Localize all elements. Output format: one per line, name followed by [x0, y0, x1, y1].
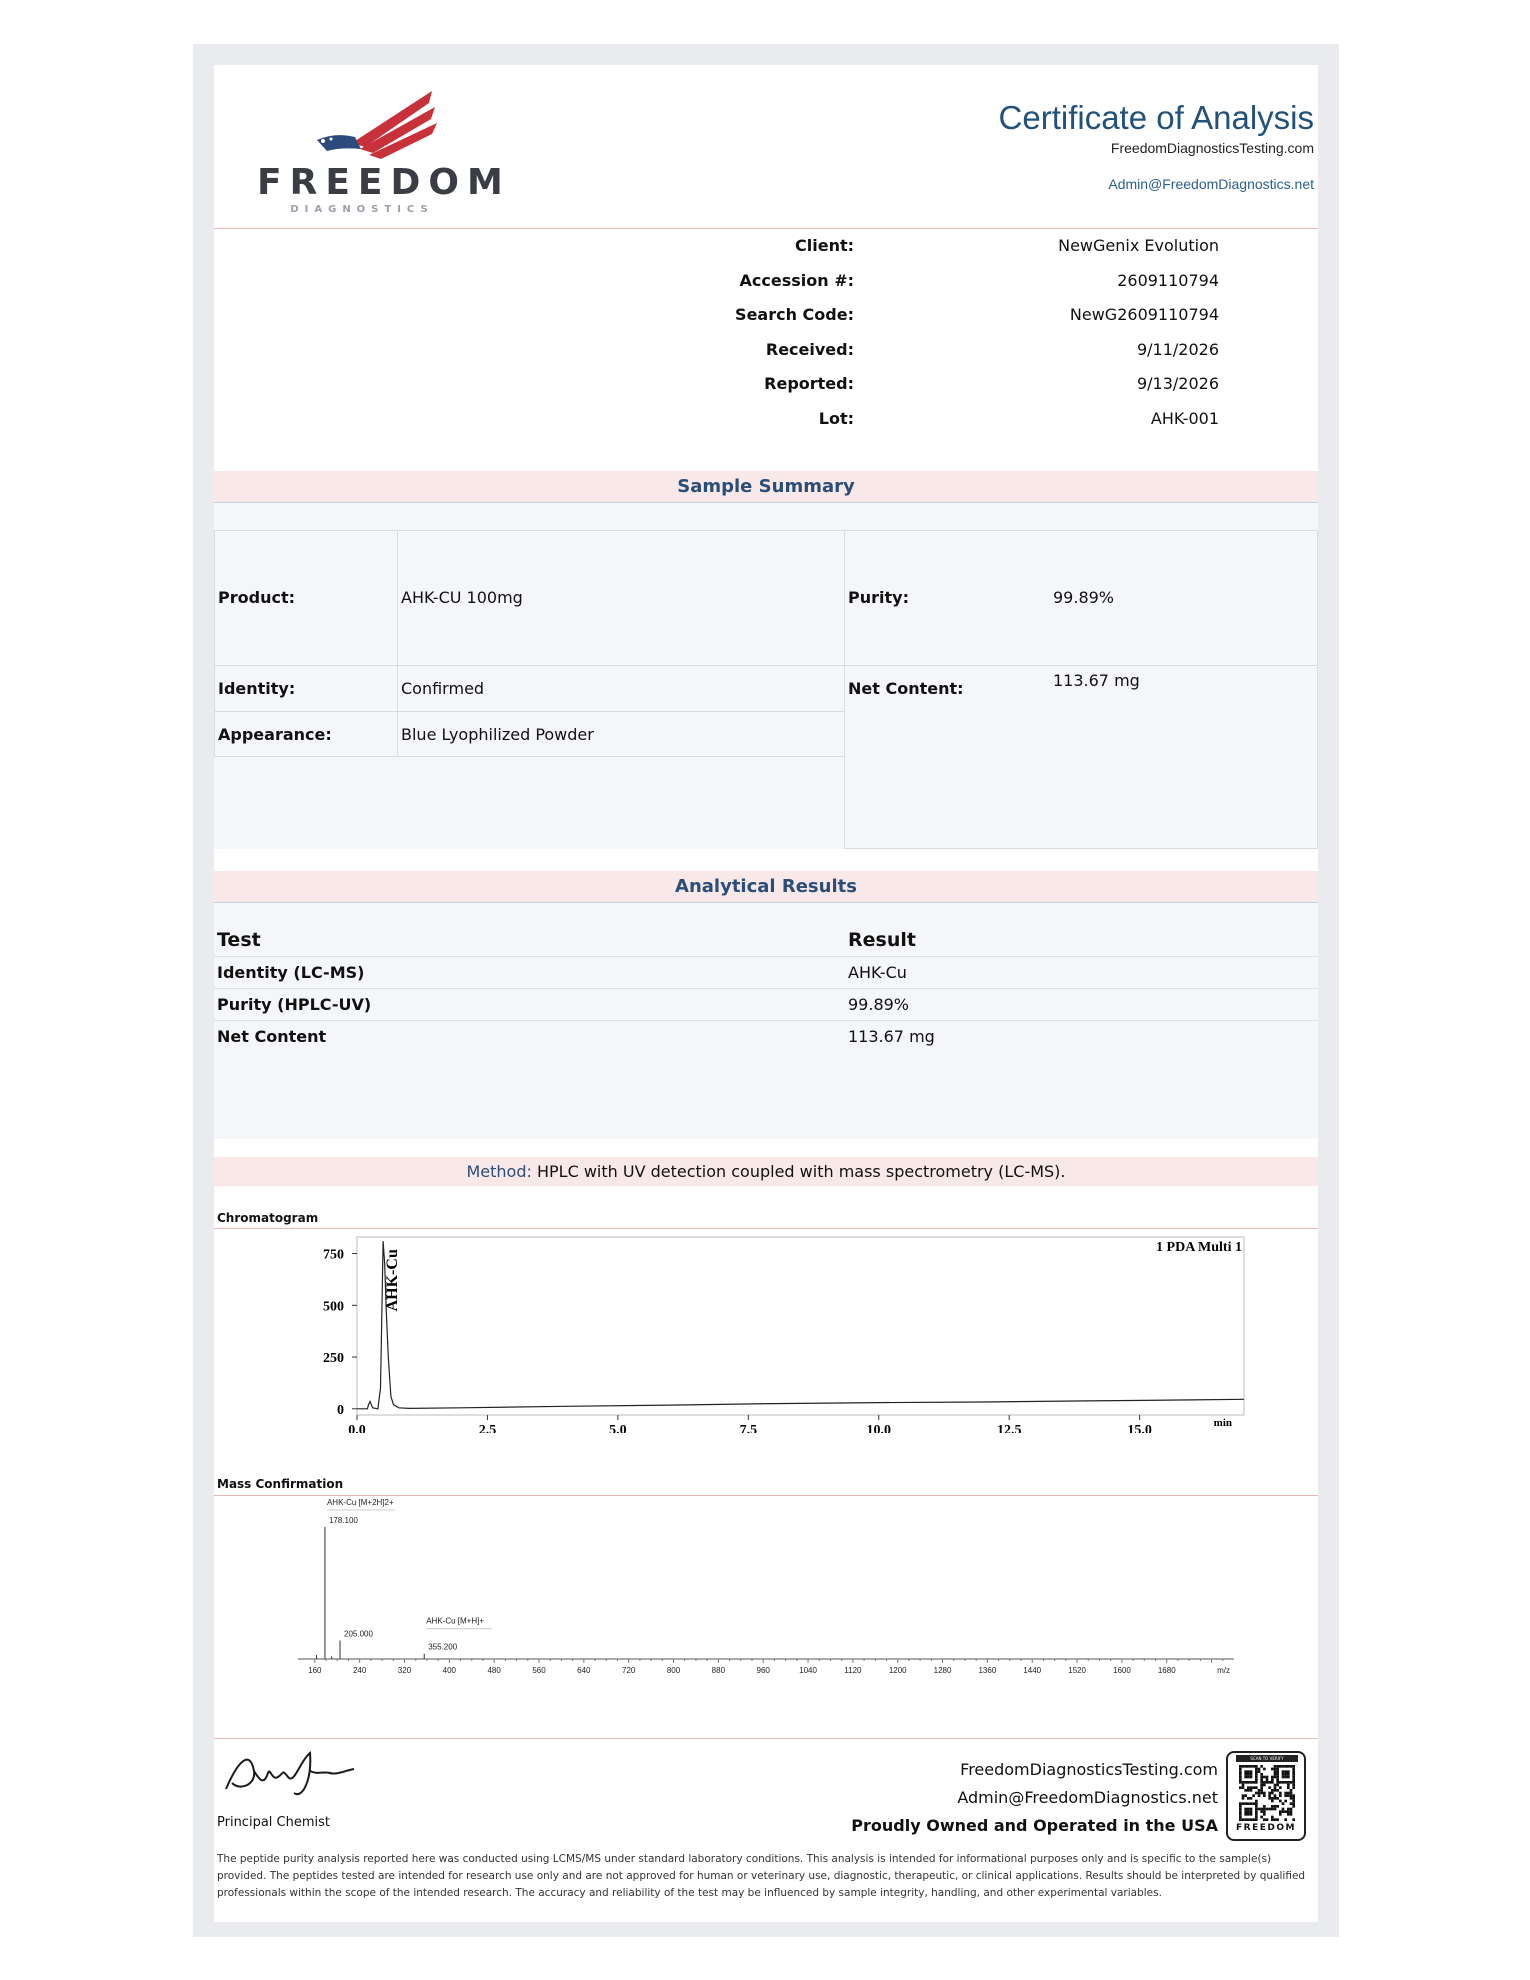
ms-peak-label: 178.100 [328, 1516, 358, 1525]
meta-value-received: 9/11/2026 [1136, 340, 1219, 359]
purity-value: 99.89% [1053, 588, 1115, 607]
x-tick-label: 720 [622, 1666, 636, 1675]
y-tick-label: 500 [323, 1299, 344, 1315]
x-tick-label: 1360 [978, 1666, 997, 1675]
product-label: Product: [218, 588, 295, 607]
disclaimer-text: The peptide purity analysis reported here was conducted using LCMS/MS under standard laboratory conditions. This analysis is intended for informational purposes only and is specific to the sample(s) provided. The peptides tested are intended for research use only and are not approved for human or veterinary use, diagnostic, therapeutic, or clinical applications. Results should be interpreted by qualified professionals within the scope of the intended research. The accuracy and reliability of the test may be influenced by sample integrity, handling, and other experimental variables. [217, 1853, 1306, 1899]
x-tick-label: 5.0 [609, 1423, 627, 1433]
y-tick-label: 750 [323, 1247, 344, 1263]
mass-spectrum-chart [214, 1497, 1318, 1697]
x-tick-label: 320 [397, 1666, 412, 1675]
meta-label-accession: Accession #: [739, 271, 854, 290]
meta-value-search-code: NewG2609110794 [1069, 305, 1219, 324]
identity-label: Identity: [218, 679, 296, 698]
freedom-logo [257, 77, 511, 215]
footer-divider [214, 1738, 1318, 1739]
meta-label-lot: Lot: [818, 409, 854, 428]
x-tick-label: 960 [756, 1666, 770, 1675]
analytical-results-title: Analytical Results [675, 876, 857, 897]
x-axis-label: min [1213, 1417, 1232, 1429]
header-website: FreedomDiagnosticsTesting.com [1110, 140, 1314, 156]
x-tick-label: 480 [487, 1666, 501, 1675]
eagle-flag-icon [257, 77, 467, 167]
header-divider [214, 228, 1318, 229]
x-tick-label: 400 [442, 1666, 457, 1675]
ms-peak-annotation: AHK-Cu [M+2H]2+ [326, 1498, 394, 1507]
method-text: HPLC with UV detection coupled with mass spectrometry (LC-MS). [536, 1162, 1066, 1181]
y-tick-label: 250 [323, 1351, 344, 1367]
appearance-value: Blue Lyophilized Powder [401, 725, 594, 744]
mass-confirmation-title: Mass Confirmation [217, 1477, 344, 1491]
x-tick-label: 1440 [1023, 1666, 1042, 1675]
results-row-divider [214, 988, 1318, 989]
x-tick-label: 1280 [933, 1666, 952, 1675]
x-axis-label: m/z [1217, 1666, 1230, 1675]
meta-value-client: NewGenix Evolution [1058, 236, 1219, 255]
ms-peak-annotation: AHK-Cu [M+H]+ [426, 1616, 485, 1626]
sample-summary-band [214, 471, 1318, 503]
identity-value: Confirmed [401, 679, 485, 698]
y-tick-label: 0 [337, 1402, 344, 1418]
qr-code-icon [1239, 1765, 1295, 1821]
x-tick-label: 1520 [1068, 1666, 1086, 1675]
footer-website: FreedomDiagnosticsTesting.com [960, 1760, 1218, 1779]
meta-label-search-code: Search Code: [735, 305, 854, 324]
signer-title: Principal Chemist [217, 1815, 330, 1830]
results-row-divider [214, 1020, 1318, 1021]
x-tick-label: 10.0 [866, 1423, 892, 1433]
footer-tagline: Proudly Owned and Operated in the USA [851, 1816, 1218, 1835]
qr-brand-label: FREEDOM [1236, 1823, 1296, 1833]
ms-peak-label: 205.000 [344, 1629, 373, 1639]
logo-sub: DIAGNOSTICS [290, 204, 434, 215]
ms-peak-label: 355.200 [428, 1642, 458, 1652]
results-header-divider [214, 956, 1318, 957]
meta-label-reported: Reported: [764, 374, 854, 393]
method-label: Method: [466, 1162, 532, 1181]
method-bar [214, 1157, 1318, 1186]
x-tick-label: 1120 [844, 1666, 862, 1675]
result-row-test: Net Content [217, 1027, 327, 1046]
result-row-value: 99.89% [848, 995, 910, 1014]
col-result-header: Result [848, 929, 916, 951]
x-tick-label: 160 [308, 1666, 322, 1675]
peak-label: AHK-Cu [384, 1249, 402, 1312]
meta-value-accession: 2609110794 [1117, 271, 1219, 290]
plot-frame [357, 1237, 1244, 1415]
product-value: AHK-CU 100mg [401, 588, 523, 607]
certificate-page [214, 65, 1318, 1922]
sample-summary-panel [214, 503, 1318, 849]
x-tick-label: 800 [666, 1666, 681, 1675]
mass-divider [214, 1495, 1318, 1496]
net-content-value: 113.67 mg [1053, 671, 1140, 690]
qr-badge [1226, 1751, 1306, 1841]
legend-label: 1 PDA Multi 1 [1156, 1240, 1242, 1255]
header-email: Admin@FreedomDiagnostics.net [1108, 176, 1314, 192]
x-tick-label: 1680 [1157, 1666, 1176, 1675]
net-content-label: Net Content: [848, 679, 964, 698]
x-tick-label: 1040 [799, 1666, 817, 1675]
meta-label-client: Client: [795, 236, 854, 255]
x-tick-label: 1600 [1113, 1666, 1131, 1675]
appearance-label: Appearance: [218, 725, 332, 744]
x-tick-label: 240 [352, 1666, 367, 1675]
qr-top-label: SCAN TO VERIFY [1236, 1755, 1298, 1762]
meta-label-received: Received: [765, 340, 854, 359]
purity-label: Purity: [848, 588, 909, 607]
x-tick-label: 0.0 [348, 1423, 366, 1433]
chromatogram-divider [214, 1228, 1318, 1229]
col-test-header: Test [217, 929, 261, 951]
meta-value-reported: 9/13/2026 [1136, 374, 1219, 393]
signature-image [214, 1741, 364, 1805]
analytical-results-band [214, 871, 1318, 903]
logo-word: FREEDOM [257, 162, 511, 203]
chromatogram-chart [214, 1231, 1318, 1433]
result-row-value: 113.67 mg [848, 1027, 935, 1046]
sample-summary-title: Sample Summary [677, 476, 855, 497]
meta-value-lot: AHK-001 [1150, 409, 1219, 428]
result-row-test: Identity (LC-MS) [217, 963, 365, 982]
x-tick-label: 1200 [888, 1666, 907, 1675]
x-tick-label: 15.0 [1127, 1423, 1152, 1433]
x-tick-label: 640 [577, 1666, 591, 1675]
chromatogram-title: Chromatogram [217, 1211, 319, 1225]
page-title: Certificate of Analysis [998, 99, 1314, 136]
x-tick-label: 12.5 [996, 1423, 1022, 1433]
x-tick-label: 560 [532, 1666, 546, 1675]
analytical-results-panel [214, 903, 1318, 1139]
x-tick-label: 2.5 [478, 1423, 497, 1433]
result-row-value: AHK-Cu [848, 963, 907, 982]
chromatogram-series-line [357, 1241, 1244, 1409]
footer-email: Admin@FreedomDiagnostics.net [957, 1788, 1218, 1807]
result-row-test: Purity (HPLC-UV) [217, 995, 372, 1014]
x-tick-label: 7.5 [739, 1423, 758, 1433]
x-tick-label: 880 [711, 1666, 726, 1675]
